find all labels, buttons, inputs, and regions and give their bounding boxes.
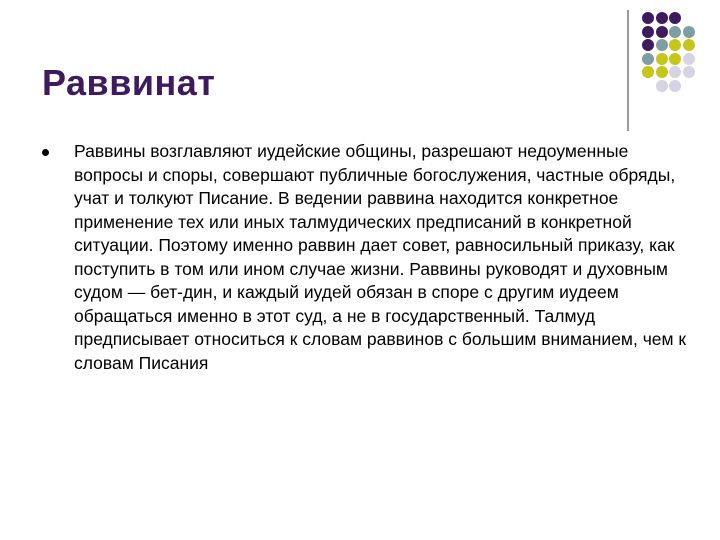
decorative-dot — [642, 39, 654, 51]
decorative-dot — [669, 26, 681, 38]
decorative-dot — [669, 12, 681, 24]
slide-title: Раввинат — [42, 62, 216, 103]
bullet-item — [42, 140, 687, 375]
decorative-dot — [656, 12, 668, 24]
bullet-icon — [42, 149, 49, 156]
decorative-dot — [656, 39, 668, 51]
decorative-dot — [656, 66, 668, 78]
decorative-dot — [656, 53, 668, 65]
decorative-dot — [669, 66, 681, 78]
decorative-dot — [656, 26, 668, 38]
decorative-dot — [642, 12, 654, 24]
decorative-dot — [669, 53, 681, 65]
decorative-dot — [669, 80, 681, 92]
decorative-dot — [683, 66, 695, 78]
bullet-list — [42, 140, 687, 375]
decorative-dot — [683, 39, 695, 51]
decorative-dot — [642, 53, 654, 65]
decorative-dot — [683, 26, 695, 38]
decorative-dot — [656, 80, 668, 92]
bullet-text: Раввины возглавляют иудейские общины, разрешают недоуменные вопросы и споры, совершают публичные богослужения, частные обряды, учат и толкуют Писание. В ведении раввина находится конкретное применение тех или иных талмудических предписаний в конкретной ситуации. Поэтому именно раввин дает совет, равносильный приказу, как поступить в том или ином случае жизни. Раввины руководят и духовным судом — бет-дин, и каждый иудей обязан в споре с другим иудеем обращаться именно в этот суд, а не в государственный. Талмуд предписывает относиться к словам раввинов с большим вниманием, чем к словам Писания — [74, 141, 687, 373]
decorative-dot — [642, 66, 654, 78]
decorative-dot — [642, 26, 654, 38]
decorative-dot-grid — [640, 10, 720, 120]
decorative-dot — [669, 39, 681, 51]
vertical-divider — [627, 10, 629, 131]
decorative-dot — [683, 53, 695, 65]
